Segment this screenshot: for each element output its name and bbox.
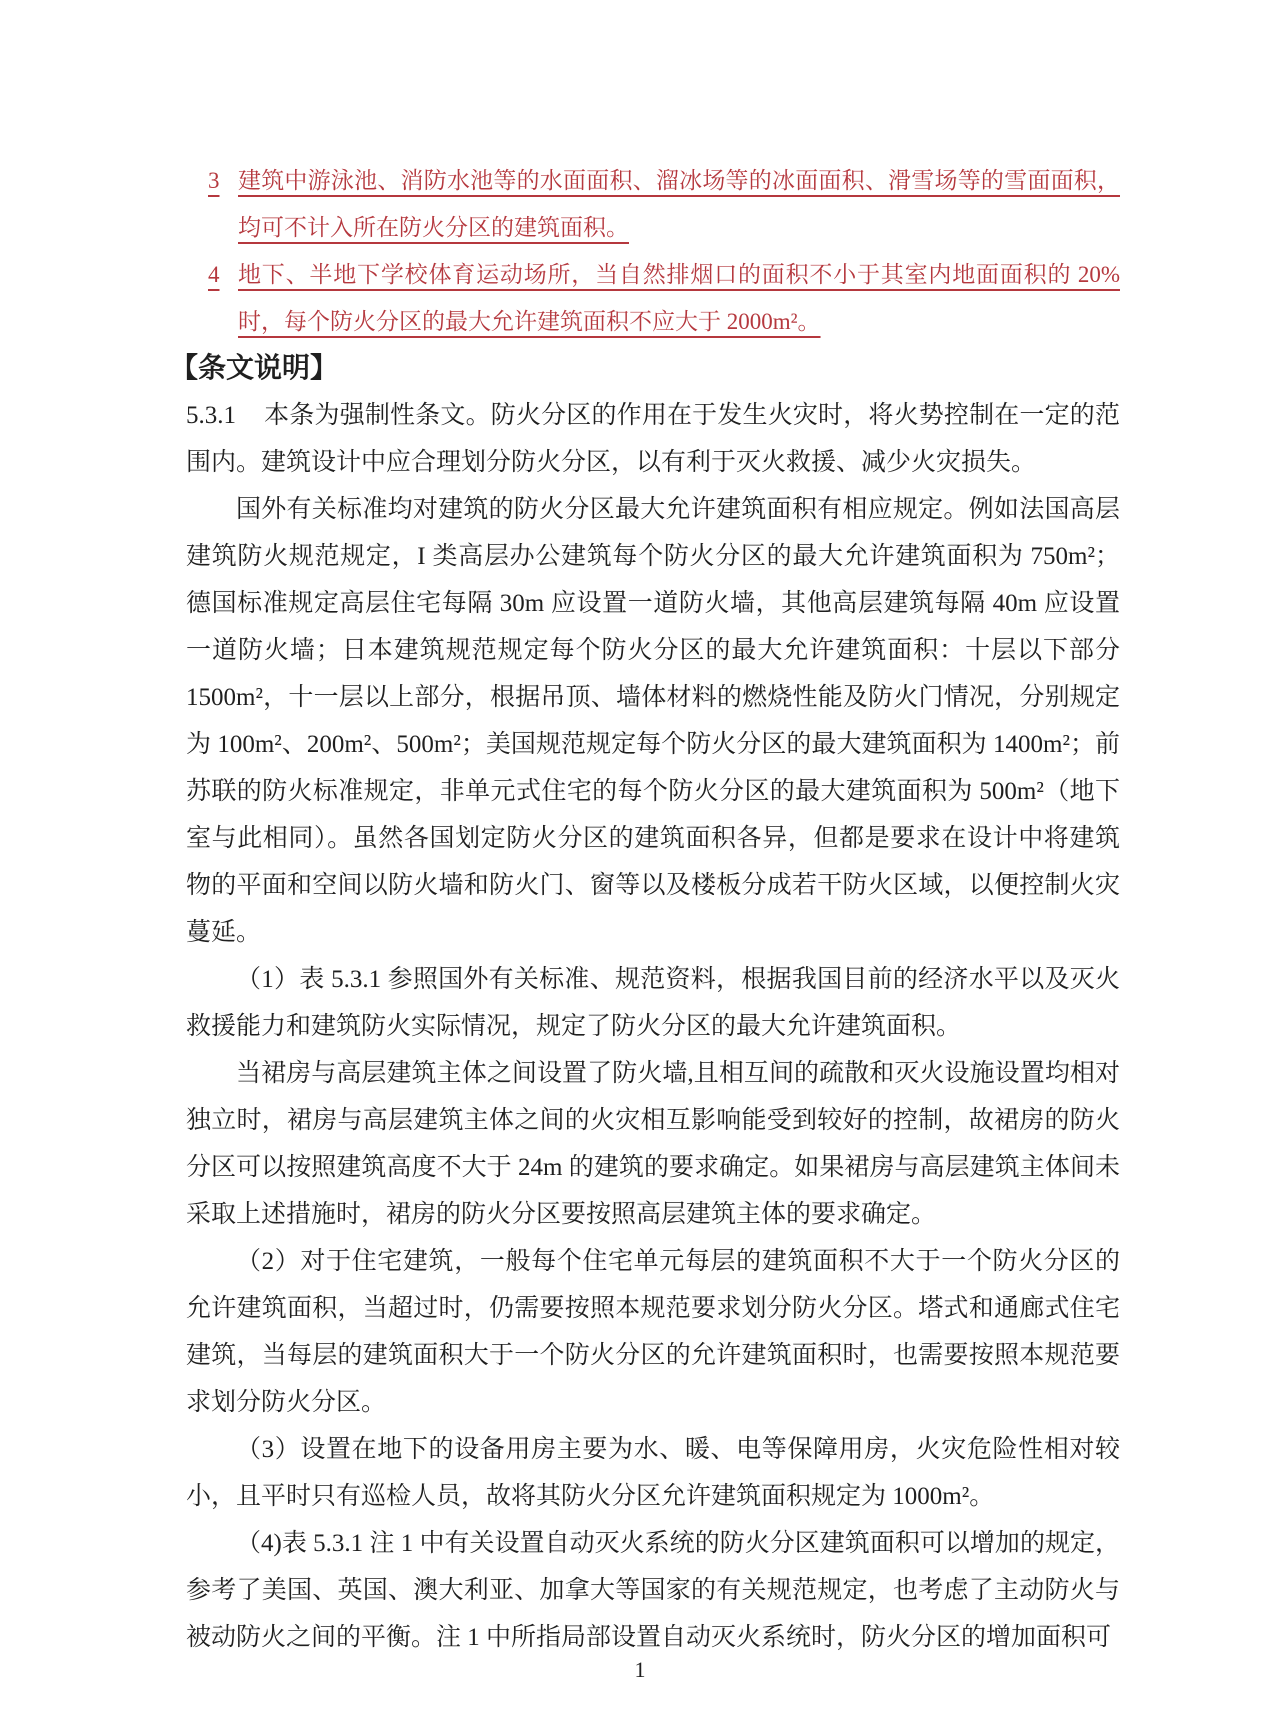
clause-paragraph [186,392,1120,486]
paragraph: （4)表 5.3.1 注 1 中有关设置自动灭火系统的防火分区建筑面积可以增加的规定，参考了美国、英国、澳大利亚、加拿大等国家的有关规范规定，也考虑了主动防火与被动防火之间的平衡。注 1 中所指局部设置自动灭火系统时，防火分区的增加面积可 [186,1530,1120,1651]
paragraph: 国外有关标准均对建筑的防火分区最大允许建筑面积有相应规定。例如法国高层建筑防火规范规定，I 类高层办公建筑每个防火分区的最大允许建筑面积为 750m²；德国标准规定高层住宅每隔 30m 应设置一道防火墙，其他高层建筑每隔 40m 应设置一道防火墙；日本建筑规范规定每个防火分区的最大允许建筑面积：十层以下部分 1500m²，十一层以上部分，根据吊顶、墙体材料的燃烧性能及防火门情况，分别规定为 100m²、200m²、500m²；美国规范规定每个防火分区的最大建筑面积为 1400m²；前苏联的防火标准规定，非单元式住宅的每个防火分区的最大建筑面积为 500m²（地下室与此相同）。虽然各国划定防火分区的建筑面积各异，但都是要求在设计中将建筑物的平面和空间以防火墙和防火门、窗等以及楼板分成若干防火区域，以便控制火灾蔓延。 [186,496,1120,946]
document-content [170,157,1120,1661]
section-heading: 【条文说明】 [170,353,339,384]
amendment-item-3 [186,157,1120,251]
clause-number: 5.3.1 [186,402,236,429]
paragraph: 当裙房与高层建筑主体之间设置了防火墙,且相互间的疏散和灭火设施设置均相对独立时，裙房与高层建筑主体之间的火灾相互影响能受到较好的控制，故裙房的防火分区可以按照建筑高度不大于 24m 的建筑的要求确定。如果裙房与高层建筑主体间未采取上述措施时，裙房的防火分区要按照高层建筑主体的要求确定。 [186,1060,1120,1228]
item-text: 建筑中游泳池、消防水池等的水面面积、溜冰场等的冰面面积、滑雪场等的雪面面积，均可不计入所在防火分区的建筑面积。 [238,168,1120,240]
paragraph: （3）设置在地下的设备用房主要为水、暖、电等保障用房，火灾危险性相对较小，且平时只有巡检人员，故将其防火分区允许建筑面积规定为 1000m²。 [186,1436,1120,1510]
paragraph: （1）表 5.3.1 参照国外有关标准、规范资料，根据我国目前的经济水平以及灭火救援能力和建筑防火实际情况，规定了防火分区的最大允许建筑面积。 [186,966,1120,1040]
clause-text: 本条为强制性条文。防火分区的作用在于发生火灾时，将火势控制在一定的范围内。建筑设计中应合理划分防火分区，以有利于灭火救援、减少火灾损失。 [186,402,1120,476]
paragraph: （2）对于住宅建筑，一般每个住宅单元每层的建筑面积不大于一个防火分区的允许建筑面积，当超过时，仍需要按照本规范要求划分防火分区。塔式和通廊式住宅建筑，当每层的建筑面积大于一个防火分区的允许建筑面积时，也需要按照本规范要求划分防火分区。 [186,1248,1120,1416]
amendment-item-4 [186,251,1120,345]
item-text: 地下、半地下学校体育运动场所，当自然排烟口的面积不小于其室内地面面积的 20%时，每个防火分区的最大允许建筑面积不应大于 2000m²。 [238,262,1120,334]
page-number: 1 [634,1657,646,1682]
item-number: 4 [208,262,220,287]
item-number: 3 [208,168,220,193]
